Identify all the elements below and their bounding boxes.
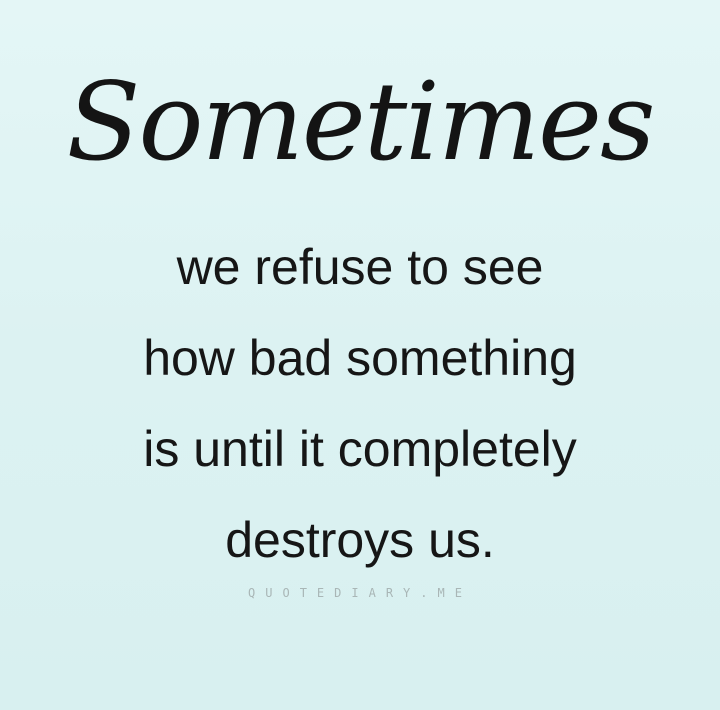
quote-body [0,222,720,586]
quote-headline: Sometimes [66,60,654,185]
quote-line: we refuse to see [176,239,544,295]
quote-line: how bad something [143,330,577,386]
watermark-text: QUOTEDIARY.ME [248,586,472,600]
quote-line: is until it completely [143,421,577,477]
quote-line: destroys us. [225,512,495,568]
